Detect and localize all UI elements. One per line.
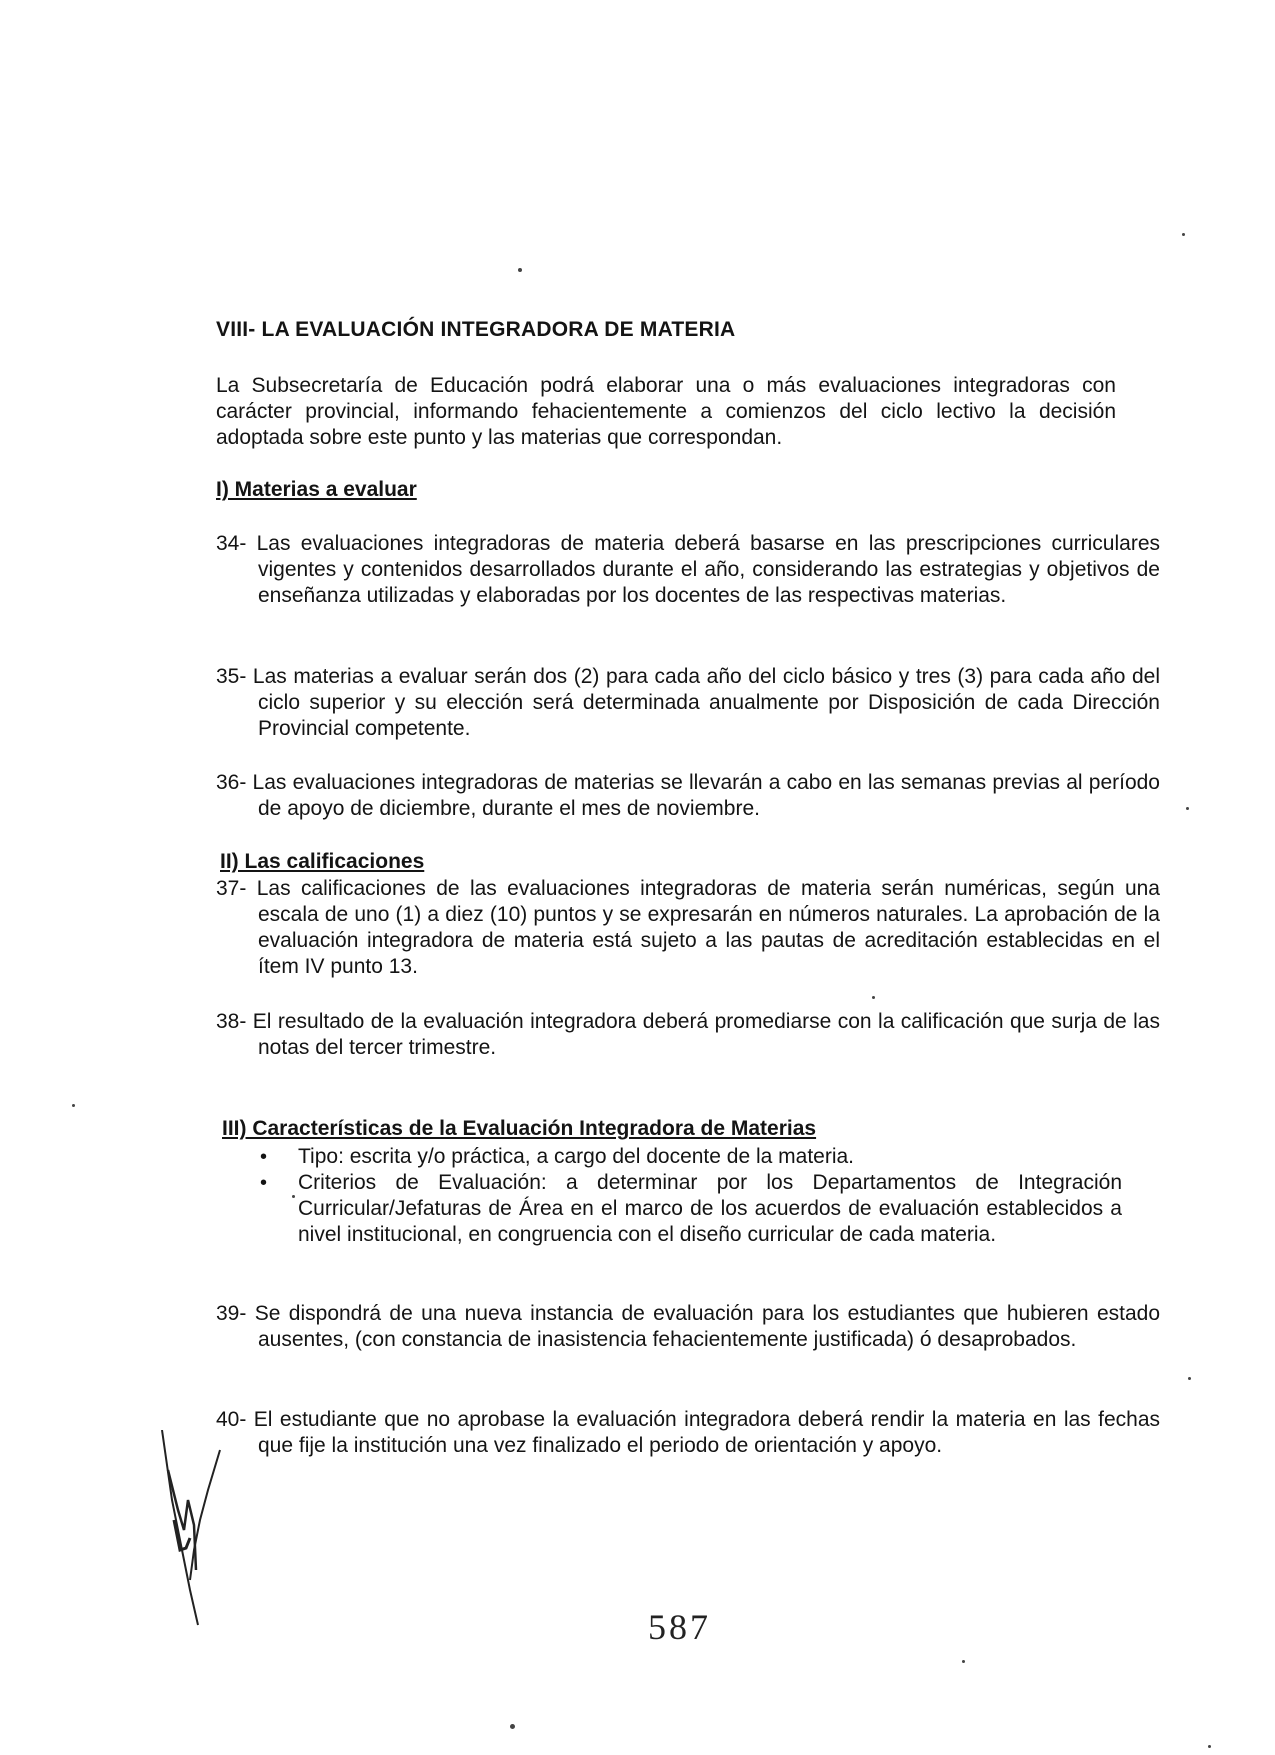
section-heading: VIII- LA EVALUACIÓN INTEGRADORA DE MATERIA	[216, 318, 736, 341]
subsection-title-caracteristicas: III) Características de la Evaluación Integradora de Materias	[222, 1117, 817, 1140]
scan-speck	[1186, 807, 1189, 810]
scan-speck	[1182, 233, 1185, 236]
scan-speck	[510, 1724, 515, 1729]
scan-speck	[1208, 1745, 1211, 1748]
item-34: 34- Las evaluaciones integradoras de materia deberá basarse en las prescripciones curriculares vigentes y contenidos desarrollados durante el año, considerando las estrategias y objetivos de enseñanza utilizadas y elaboradas por los docentes de las respectivas materias.	[216, 532, 1160, 607]
item-35: 35- Las materias a evaluar serán dos (2) para cada año del ciclo básico y tres (3) para cada año del ciclo superior y su elección será determinada anualmente por Disposición de cada Dirección Provincial competente.	[216, 665, 1160, 740]
scan-speck	[518, 268, 522, 272]
subsection-title-materias: I) Materias a evaluar	[216, 478, 417, 501]
scan-speck	[872, 996, 875, 999]
scan-speck	[72, 1104, 75, 1107]
handwritten-signature-icon	[150, 1430, 250, 1630]
bullet-icon: •	[260, 1146, 268, 1168]
scan-speck	[1188, 1377, 1191, 1380]
item-36: 36- Las evaluaciones integradoras de materias se llevarán a cabo en las semanas previas al período de apoyo de diciembre, durante el mes de noviembre.	[216, 771, 1160, 820]
item-40: 40- El estudiante que no aprobase la evaluación integradora deberá rendir la materia en las fechas que fije la institución una vez finalizado el periodo de orientación y apoyo.	[216, 1408, 1160, 1457]
subsection-title-calificaciones: II) Las calificaciones	[220, 850, 425, 873]
bullet-text-tipo: Tipo: escrita y/o práctica, a cargo del docente de la materia.	[298, 1145, 855, 1168]
list-item	[256, 1170, 1122, 1248]
bullet-icon: •	[260, 1172, 268, 1194]
item-37: 37- Las calificaciones de las evaluaciones integradoras de materia serán numéricas, según una escala de uno (1) a diez (10) puntos y se expresarán en números naturales. La aprobación de la evaluación integradora de materia está sujeto a las pautas de acreditación establecidas en el ítem IV punto 13.	[216, 877, 1160, 978]
page-number: 587	[648, 1607, 711, 1647]
bullet-text-criterios: Criterios de Evaluación: a determinar por los Departamentos de Integración Curricular/Jefaturas de Área en el marco de los acuerdos de evaluación establecidos a nivel institucional, en congruencia con el diseño curricular de cada materia.	[298, 1171, 1122, 1246]
item-39: 39- Se dispondrá de una nueva instancia de evaluación para los estudiantes que hubieren estado ausentes, (con constancia de inasistencia fehacientemente justificada) ó desaprobados.	[216, 1302, 1160, 1351]
scan-speck	[292, 1195, 295, 1198]
list-item	[256, 1144, 1122, 1170]
scan-speck	[962, 1660, 965, 1663]
characteristics-list	[256, 1144, 1122, 1248]
item-38: 38- El resultado de la evaluación integradora deberá promediarse con la calificación que surja de las notas del tercer trimestre.	[216, 1010, 1160, 1059]
intro-paragraph: La Subsecretaría de Educación podrá elaborar una o más evaluaciones integradoras con carácter provincial, informando fehacientemente a comienzos del ciclo lectivo la decisión adoptada sobre este punto y las materias que correspondan.	[216, 374, 1116, 449]
